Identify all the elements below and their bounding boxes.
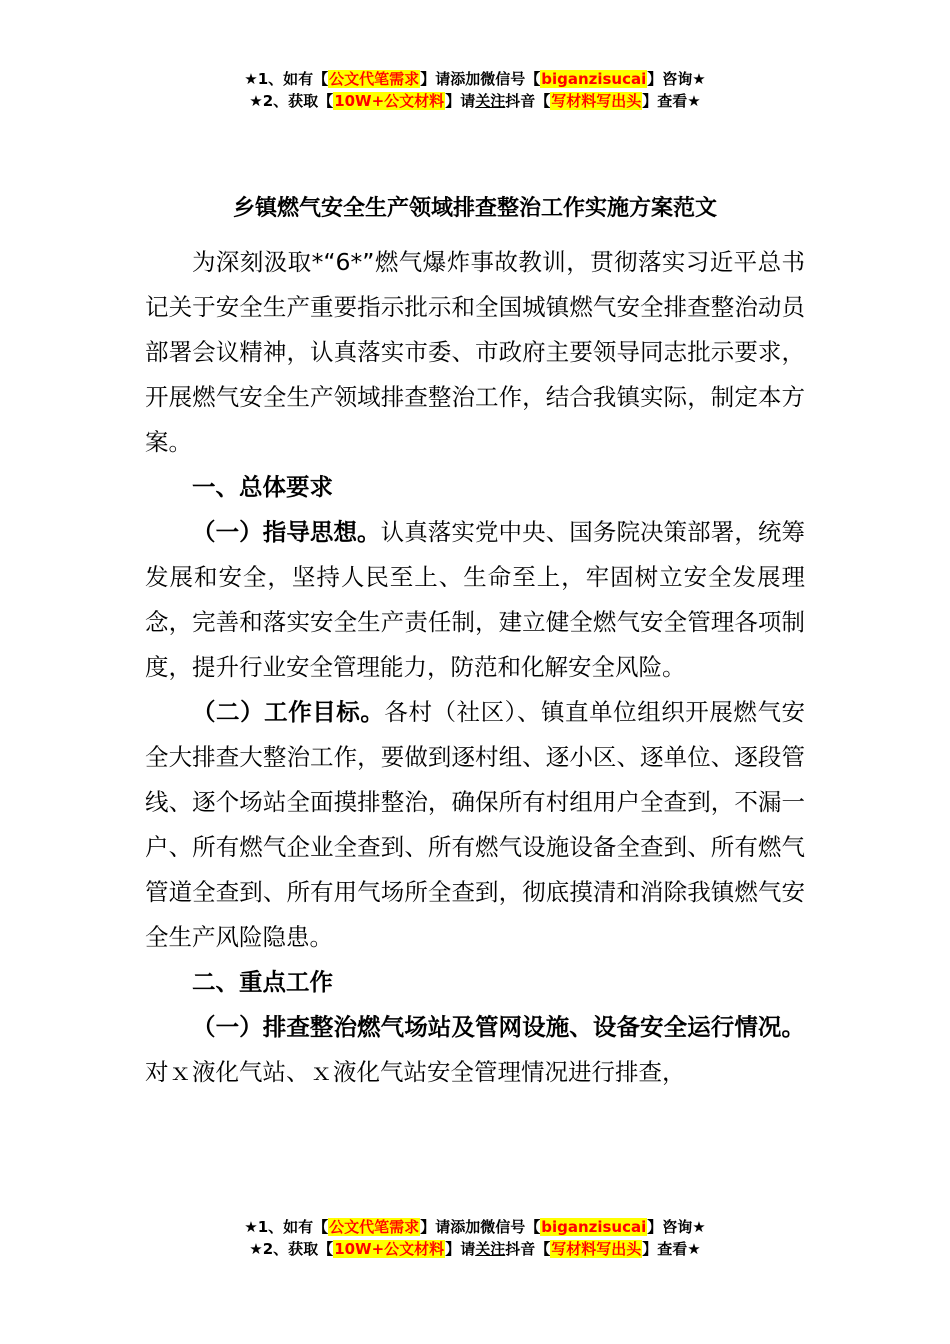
footer-banner <box>0 1216 950 1260</box>
document-title: 乡镇燃气安全生产领域排查整治工作实施方案范文 <box>232 196 717 221</box>
document-body <box>145 240 805 1095</box>
footer-highlight-materials: 10W+公文材料 <box>334 1240 445 1258</box>
subheading-guiding-thought: （一）指导思想。 <box>192 518 381 546</box>
intro-paragraph: 为深刻汲取*“6*”燃气爆炸事故教训，贯彻落实习近平总书记关于安全生产重要指示批示和全国城镇燃气安全排查整治动员部署会议精神，认真落实市委、市政府主要领导同志批示要求，开展燃气安全生产领域排查整治工作，结合我镇实际，制定本方案。 <box>145 248 805 456</box>
banner-line-2: ★2、获取【10W+公文材料】请关注抖音【写材料写出头】查看★ <box>249 92 701 110</box>
paragraph-guiding-thought: （一）指导思想。认真落实党中央、国务院决策部署，统筹发展和安全，坚持人民至上、生命至上，牢固树立安全发展理念，完善和落实安全生产责任制，建立健全燃气安全管理各项制度，提升行业安全管理能力，防范和化解安全风险。 <box>145 518 806 681</box>
footer-highlight-ghostwriting: 公文代笔需求 <box>329 1218 420 1236</box>
paragraph-inspection: （一）排查整治燃气场站及管网设施、设备安全运行情况。对ｘ液化气站、ｘ液化气站安全管理情况进行排查， <box>145 1013 805 1086</box>
highlight-douyin-account: 写材料写出头 <box>551 92 642 110</box>
underlined-follow: 关注 <box>475 92 506 110</box>
highlight-wechat-id: biganzisucai <box>541 70 647 88</box>
banner-line-1: ★1、如有【公文代笔需求】请添加微信号【biganzisucai】咨询★ <box>244 70 706 88</box>
section-heading-1: 一、总体要求 <box>192 473 333 501</box>
footer-highlight-wechat-id: biganzisucai <box>541 1218 647 1236</box>
footer-underlined-follow: 关注 <box>475 1240 506 1258</box>
section-heading-2: 二、重点工作 <box>192 968 333 996</box>
highlight-materials: 10W+公文材料 <box>334 92 445 110</box>
paragraph-work-goal: （二）工作目标。各村（社区）、镇直单位组织开展燃气安全大排查大整治工作，要做到逐村组、逐小区、逐单位、逐段管线、逐个场站全面摸排整治，确保所有村组用户全查到，不漏一户、所有燃气企业全查到、所有燃气设施设备全查到、所有燃气管道全查到、所有用气场所全查到，彻底摸清和消除我镇燃气安全生产风险隐患。 <box>145 698 806 951</box>
header-banner <box>0 68 950 112</box>
footer-highlight-douyin-account: 写材料写出头 <box>551 1240 642 1258</box>
subheading-inspection: （一）排查整治燃气场站及管网设施、设备安全运行情况。 <box>192 1013 805 1041</box>
footer-line-1: ★1、如有【公文代笔需求】请添加微信号【biganzisucai】咨询★ <box>244 1218 706 1236</box>
subheading-work-goal: （二）工作目标。 <box>192 698 385 726</box>
footer-line-2: ★2、获取【10W+公文材料】请关注抖音【写材料写出头】查看★ <box>249 1240 701 1258</box>
highlight-ghostwriting: 公文代笔需求 <box>329 70 420 88</box>
